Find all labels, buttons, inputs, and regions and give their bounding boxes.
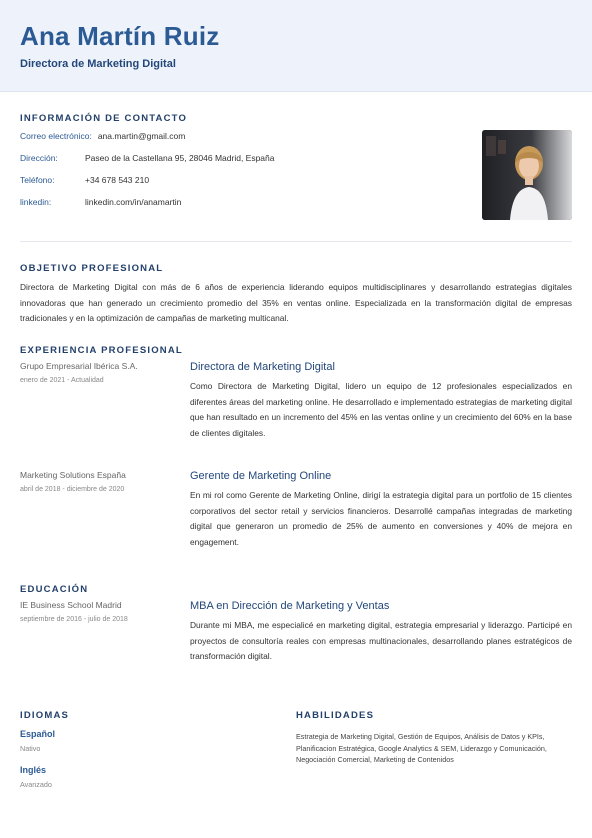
language-level: Avanzado — [20, 780, 52, 789]
language-name: Inglés — [20, 765, 47, 775]
objective-section — [20, 263, 572, 327]
email-value[interactable]: ana.martin@gmail.com — [97, 131, 186, 141]
contact-linkedin-row — [20, 197, 181, 207]
education-meta — [20, 600, 180, 623]
email-label: Correo electrónico: — [20, 131, 92, 141]
profile-photo — [482, 130, 572, 220]
education-title: EDUCACIÓN — [20, 584, 89, 595]
experience-title: EXPERIENCIA PROFESIONAL — [20, 345, 183, 356]
experience-position: Gerente de Marketing Online — [190, 470, 332, 482]
skills-title: HABILIDADES — [296, 710, 375, 721]
contact-section — [20, 113, 572, 207]
experience-description: En mi rol como Gerente de Marketing Online, dirigí la estrategia digital para un portfolio de 15 clientes corporativos del sector retail y servicios financieros. Desarrollé campañas integradas de marketing digital que generaron un promedio de 25% de aumento en conversiones y 40% de mejora en engagement. — [190, 490, 572, 547]
objective-text: Directora de Marketing Digital con más de 6 años de experiencia liderando equipos multidisciplinares y desarrollando estrategias digitales innovadoras que han generado un crecimiento promedio del 35% en ventas online. Especializada en la transformación digital de empresas tradicionales y en la optimización de campañas de marketing multicanal. — [20, 282, 572, 323]
section-divider — [20, 241, 572, 242]
candidate-role: Directora de Marketing Digital — [20, 58, 176, 70]
linkedin-value[interactable]: linkedin.com/in/anamartin — [85, 197, 182, 207]
contact-address-row — [20, 153, 275, 163]
contact-phone-row — [20, 175, 149, 185]
language-name: Español — [20, 729, 56, 739]
address-value: Paseo de la Castellana 95, 28046 Madrid, España — [85, 153, 275, 163]
languages-section — [20, 710, 280, 789]
education-school: IE Business School Madrid — [20, 600, 122, 610]
experience-dates: enero de 2021 - Actualidad — [20, 377, 104, 384]
skills-section — [296, 710, 572, 766]
contact-title: INFORMACIÓN DE CONTACTO — [20, 113, 188, 124]
education-dates: septiembre de 2016 - julio de 2018 — [20, 616, 128, 623]
resume-header — [0, 0, 592, 92]
experience-body — [190, 470, 572, 550]
experience-description: Como Directora de Marketing Digital, lidero un equipo de 12 profesionales especializados en diferentes áreas del marketing online. He desarrollado e implementado estrategias de marketing digital que han resultado en un incremento del 45% en las ventas online y un crecimiento del 60% en la base de clientes digitales. — [190, 381, 572, 438]
experience-company: Grupo Empresarial Ibérica S.A. — [20, 361, 138, 371]
language-item — [20, 729, 280, 753]
phone-value[interactable]: +34 678 543 210 — [85, 175, 150, 185]
education-body — [190, 600, 572, 665]
experience-dates: abril de 2018 - diciembre de 2020 — [20, 486, 125, 493]
candidate-name: Ana Martín Ruiz — [20, 21, 220, 51]
experience-meta — [20, 470, 180, 493]
linkedin-label: linkedin: — [20, 197, 52, 207]
language-item — [20, 765, 280, 789]
objective-title: OBJETIVO PROFESIONAL — [20, 263, 164, 274]
education-degree: MBA en Dirección de Marketing y Ventas — [190, 600, 390, 612]
languages-title: IDIOMAS — [20, 710, 70, 721]
contact-email-row — [20, 131, 185, 141]
address-label: Dirección: — [20, 153, 58, 163]
language-level: Nativo — [20, 744, 41, 753]
profile-photo-image — [482, 130, 572, 220]
education-description: Durante mi MBA, me especialicé en marketing digital, estrategia empresarial y liderazgo. Participé en proyectos de consultoría reales con empresas multinacionales, desarrollando planes estratégicos de transformación digital. — [190, 620, 572, 661]
phone-label: Teléfono: — [20, 175, 55, 185]
experience-company: Marketing Solutions España — [20, 470, 126, 480]
experience-position: Directora de Marketing Digital — [190, 361, 335, 373]
experience-meta — [20, 361, 180, 384]
experience-body — [190, 361, 572, 441]
skills-text: Estrategia de Marketing Digital, Gestión de Equipos, Análisis de Datos y KPIs, Planificacion Estratégica, Google Analytics & SEM, Liderazgo y Comunicación, Negociación Comercial, Marketing de Contenidos — [296, 732, 547, 764]
